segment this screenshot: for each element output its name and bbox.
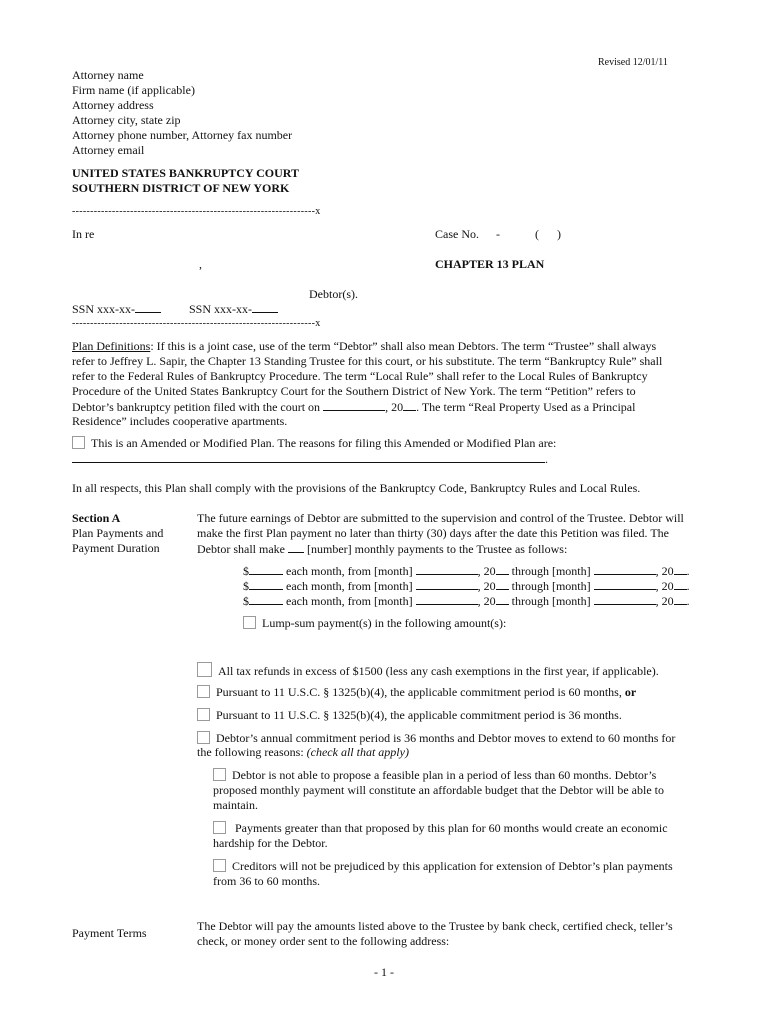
case-no-dash: - bbox=[496, 227, 500, 241]
definitions-text-5c: . The term “Real Property Used as a Principal bbox=[416, 400, 636, 414]
case-no-label: Case No. bbox=[435, 227, 479, 241]
amended-reasons-line[interactable] bbox=[72, 462, 545, 463]
annual-commitment-line-2 bbox=[197, 745, 409, 760]
attorney-city: Attorney city, state zip bbox=[72, 113, 181, 127]
payment-terms-para-2: check, or money order sent to the following address: bbox=[197, 934, 450, 948]
payment-from-blank[interactable] bbox=[416, 593, 478, 605]
section-a-para-1: The future earnings of Debtor are submitted to the supervision and control of the Trustee. Debtor will bbox=[197, 511, 684, 525]
lump-sum-checkbox[interactable] bbox=[243, 616, 256, 629]
payment-row-comma20: , 20 bbox=[477, 564, 496, 578]
reason-2-checkbox[interactable] bbox=[213, 821, 226, 834]
definitions-line-2: refer to Jeffrey L. Sapir, the Chapter 13 Standing Trustee for this court, or his substitute. The term “Bankruptcy Rule” shall bbox=[72, 354, 663, 368]
payment-through-blank[interactable] bbox=[594, 593, 656, 605]
payment-through-year-blank[interactable] bbox=[674, 578, 687, 590]
definitions-line-6: Residence” includes cooperative apartments. bbox=[72, 414, 288, 428]
payment-row-from: each month, from [month] bbox=[286, 594, 413, 608]
chapter-title: CHAPTER 13 PLAN bbox=[435, 257, 545, 271]
definitions-line-4: Procedure of the United States Bankruptcy Court for the Southern District of New York. The term “Petition” refers to bbox=[72, 384, 636, 398]
payment-row-comma20: , 20 bbox=[477, 579, 496, 593]
payment-row-dollar: $ bbox=[243, 594, 249, 608]
attorney-address: Attorney address bbox=[72, 98, 154, 112]
all-respects-text: In all respects, this Plan shall comply with the provisions of the Bankruptcy Code, Bankruptcy Rules and Local Rules. bbox=[72, 481, 641, 495]
payment-from-year-blank[interactable] bbox=[496, 593, 509, 605]
court-district: SOUTHERN DISTRICT OF NEW YORK bbox=[72, 181, 290, 195]
section-a-para-3b: [number] monthly payments to the Trustee as follows: bbox=[306, 542, 568, 556]
payment-row-from: each month, from [month] bbox=[286, 564, 413, 578]
amended-checkbox[interactable] bbox=[72, 436, 85, 449]
payment-through-blank[interactable] bbox=[594, 563, 656, 575]
definitions-text-1: : If this is a joint case, use of the term “Debtor” shall also mean Debtors. The term “Trustee” shall always bbox=[150, 339, 657, 353]
tax-refunds-text: All tax refunds in excess of $1500 (less any cash exemptions in the first year, if applicable). bbox=[218, 664, 659, 678]
section-a-subtitle-1: Plan Payments and bbox=[72, 526, 164, 540]
reason-1-text-2: proposed monthly payment will constitute an affordable budget that the Debtor will be able to bbox=[213, 783, 665, 797]
payment-row-dollar: $ bbox=[243, 564, 249, 578]
definitions-line-5 bbox=[72, 399, 635, 415]
page-number: - 1 - bbox=[374, 965, 394, 979]
payment-from-year-blank[interactable] bbox=[496, 578, 509, 590]
payment-amount-blank[interactable] bbox=[249, 563, 283, 575]
amended-text: This is an Amended or Modified Plan. The reasons for filing this Amended or Modified Plan are: bbox=[91, 436, 557, 450]
payment-from-year-blank[interactable] bbox=[496, 563, 509, 575]
caption-comma: , bbox=[199, 257, 202, 271]
reason-2-text-2: hardship for the Debtor. bbox=[213, 836, 328, 850]
definitions-line-3: refer to the Federal Rules of Bankruptcy Procedure. The term “Local Rule” shall refer to the Local Rules of Bankruptcy bbox=[72, 369, 648, 383]
payment-row-1 bbox=[243, 563, 690, 579]
definitions-line-1 bbox=[72, 339, 656, 354]
reason-3-checkbox[interactable] bbox=[213, 859, 226, 872]
payment-through-blank[interactable] bbox=[594, 578, 656, 590]
payment-count-blank[interactable] bbox=[288, 541, 304, 553]
amended-period: . bbox=[545, 452, 548, 466]
in-re-label: In re bbox=[72, 227, 95, 241]
attorney-email: Attorney email bbox=[72, 143, 145, 157]
payment-row-end: , 20 bbox=[655, 594, 674, 608]
attorney-phone: Attorney phone number, Attorney fax number bbox=[72, 128, 293, 142]
payment-amount-blank[interactable] bbox=[249, 593, 283, 605]
payment-row-dot: . bbox=[686, 594, 690, 608]
ssn-1-blank[interactable] bbox=[135, 301, 161, 313]
payment-row-dollar: $ bbox=[243, 579, 249, 593]
payment-row-end: , 20 bbox=[655, 579, 674, 593]
attorney-firm: Firm name (if applicable) bbox=[72, 83, 195, 97]
section-a-title: Section A bbox=[72, 511, 121, 525]
payment-terms-para-1: The Debtor will pay the amounts listed above to the Trustee by bank check, certified check, teller’s bbox=[197, 919, 673, 933]
or-label: or bbox=[624, 685, 637, 699]
petition-year-blank[interactable] bbox=[403, 399, 416, 411]
payment-terms-label: Payment Terms bbox=[72, 926, 147, 940]
ssn-2-label: SSN xxx-xx- bbox=[189, 302, 253, 316]
case-no-parens: ( ) bbox=[535, 227, 561, 241]
annual-commitment-row bbox=[197, 731, 675, 746]
pursuant-36-row bbox=[197, 708, 622, 723]
annual-commitment-checkbox[interactable] bbox=[197, 731, 210, 744]
payment-from-blank[interactable] bbox=[416, 578, 478, 590]
definitions-text-5b: , 20 bbox=[385, 400, 404, 414]
reason-3-text-2: from 36 to 60 months. bbox=[213, 874, 320, 888]
lump-sum-row bbox=[243, 616, 506, 631]
tax-refunds-checkbox[interactable] bbox=[197, 662, 212, 677]
payment-row-dot: . bbox=[686, 579, 690, 593]
payment-row-from: each month, from [month] bbox=[286, 579, 413, 593]
ssn-1 bbox=[72, 301, 161, 317]
caption-dashes-bottom: -------------------------------------------------------------------x bbox=[72, 318, 321, 329]
tax-refunds-row bbox=[197, 662, 659, 679]
pursuant-36-text: Pursuant to 11 U.S.C. § 1325(b)(4), the applicable commitment period is 36 months. bbox=[216, 708, 622, 722]
payment-row-3 bbox=[243, 593, 690, 609]
petition-date-blank[interactable] bbox=[323, 399, 385, 411]
pursuant-60-checkbox[interactable] bbox=[197, 685, 210, 698]
section-a-subtitle-2: Payment Duration bbox=[72, 541, 160, 555]
ssn-2-blank[interactable] bbox=[252, 301, 278, 313]
reason-1-text-3: maintain. bbox=[213, 798, 258, 812]
lump-sum-text: Lump-sum payment(s) in the following amount(s): bbox=[262, 616, 507, 630]
payment-row-through: through [month] bbox=[511, 594, 591, 608]
payment-row-2 bbox=[243, 578, 690, 594]
payment-row-through: through [month] bbox=[511, 564, 591, 578]
reason-1-text-1: Debtor is not able to propose a feasible plan in a period of less than 60 months. Debtor’s bbox=[232, 768, 657, 782]
section-a-para-2: make the first Plan payment no later than thirty (30) days after the date this Petition was filed. The bbox=[197, 526, 669, 540]
amended-row bbox=[72, 436, 556, 451]
check-all-note: (check all that apply) bbox=[306, 745, 409, 759]
ssn-1-label: SSN xxx-xx- bbox=[72, 302, 136, 316]
payment-through-year-blank[interactable] bbox=[674, 563, 687, 575]
pursuant-36-checkbox[interactable] bbox=[197, 708, 210, 721]
payment-amount-blank[interactable] bbox=[249, 578, 283, 590]
pursuant-60-text: Pursuant to 11 U.S.C. § 1325(b)(4), the applicable commitment period is 60 months, bbox=[216, 685, 622, 699]
pursuant-60-row bbox=[197, 685, 636, 700]
payment-through-year-blank[interactable] bbox=[674, 593, 687, 605]
reason-2-row bbox=[213, 821, 668, 836]
definitions-text-5a: Debtor’s bankruptcy petition filed with the court on bbox=[72, 400, 321, 414]
reason-2-text-1: Payments greater than that proposed by this plan for 60 months would create an economic bbox=[232, 821, 668, 835]
section-a-para-3a: Debtor shall make bbox=[197, 542, 285, 556]
caption-dashes-top: -------------------------------------------------------------------x bbox=[72, 206, 321, 217]
ssn-2 bbox=[189, 301, 278, 317]
payment-row-dot: . bbox=[686, 564, 690, 578]
revised-date: Revised 12/01/11 bbox=[598, 57, 668, 68]
payment-row-end: , 20 bbox=[655, 564, 674, 578]
court-name: UNITED STATES BANKRUPTCY COURT bbox=[72, 166, 300, 180]
payment-row-comma20: , 20 bbox=[477, 594, 496, 608]
payment-from-blank[interactable] bbox=[416, 563, 478, 575]
payment-row-through: through [month] bbox=[511, 579, 591, 593]
reason-3-row bbox=[213, 859, 673, 874]
debtors-label: Debtor(s). bbox=[309, 287, 358, 301]
annual-commitment-text-1: Debtor’s annual commitment period is 36 months and Debtor moves to extend to 60 months for bbox=[216, 731, 676, 745]
section-a-para-3 bbox=[197, 541, 567, 557]
reason-3-text-1: Creditors will not be prejudiced by this application for extension of Debtor’s plan payments bbox=[232, 859, 673, 873]
definitions-heading: Plan Definitions bbox=[72, 339, 151, 353]
reason-1-checkbox[interactable] bbox=[213, 768, 226, 781]
reason-1-row bbox=[213, 768, 656, 783]
annual-commitment-text-2: the following reasons: bbox=[197, 745, 307, 759]
attorney-name: Attorney name bbox=[72, 68, 144, 82]
